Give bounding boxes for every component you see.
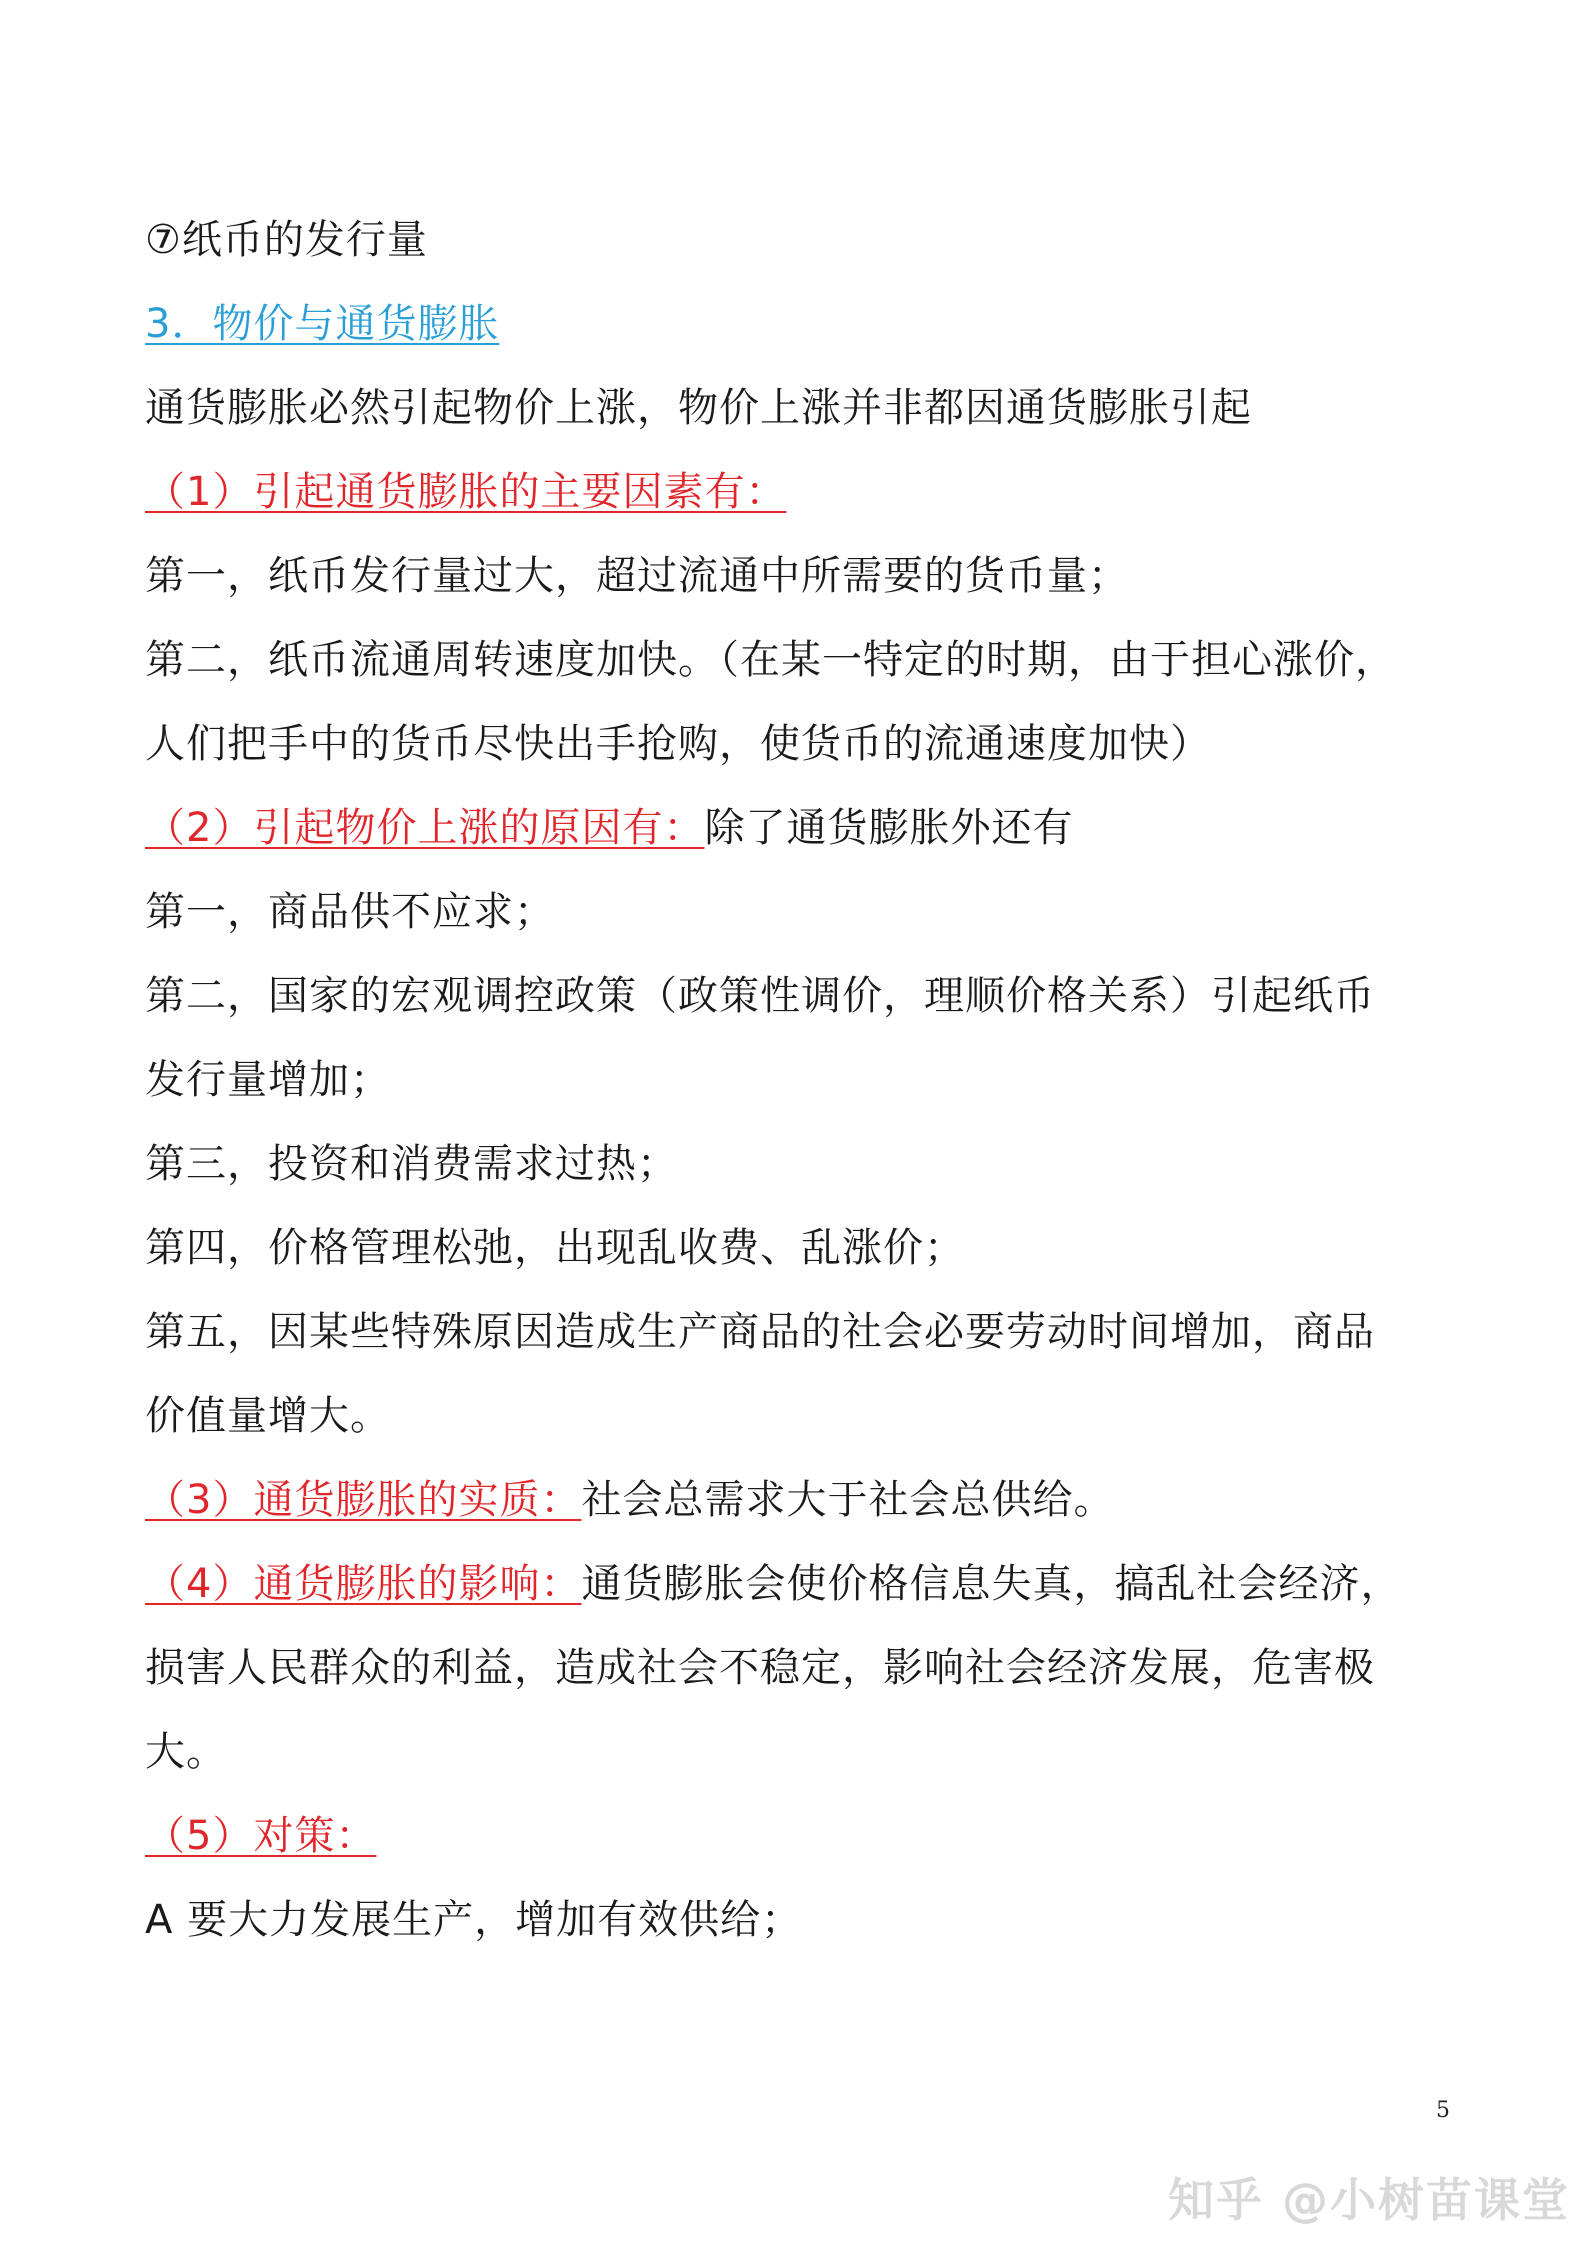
body-text: 人们把手中的货币尽快出手抢购，使货币的流通速度加快） <box>145 721 1211 767</box>
paragraph <box>145 1222 965 1274</box>
paragraph <box>145 1894 802 1946</box>
body-text: ⑦纸币的发行量 <box>145 217 428 263</box>
paragraph <box>145 1642 1375 1694</box>
body-text: 发行量增加； <box>145 1057 391 1103</box>
subheading <box>145 802 1073 854</box>
body-text: 第二，纸币流通周转速度加快。（在某一特定的时期，由于担心涨价， <box>145 637 1396 683</box>
body-text: A 要大力发展生产，增加有效供给； <box>145 1897 803 1943</box>
body-text: 通货膨胀会使价格信息失真，搞乱社会经济， <box>581 1561 1402 1607</box>
watermark: 知乎 @小树苗课堂 <box>1168 2173 1571 2227</box>
subheading-label: （5）对策： <box>145 1813 377 1859</box>
paragraph <box>145 718 1211 770</box>
body-text: 通货膨胀必然引起物价上涨，物价上涨并非都因通货膨胀引起 <box>145 385 1252 431</box>
subheading-label: （2）引起物价上涨的原因有： <box>145 805 705 851</box>
subheading-label: （3）通货膨胀的实质： <box>145 1477 582 1523</box>
body-text: 价值量增大。 <box>145 1393 391 1439</box>
paragraph <box>145 1726 227 1778</box>
subheading <box>145 1474 1114 1526</box>
paragraph <box>145 550 1129 602</box>
subheading <box>145 1558 1401 1610</box>
subheading <box>145 1810 376 1862</box>
body-text: 除了通货膨胀外还有 <box>704 805 1074 851</box>
section-title: 3．物价与通货膨胀 <box>145 301 500 347</box>
subheading-label: （4）通货膨胀的影响： <box>145 1561 582 1607</box>
body-text: 第一，纸币发行量过大，超过流通中所需要的货币量； <box>145 553 1129 599</box>
subheading-label: （1）引起通货膨胀的主要因素有： <box>145 469 787 515</box>
paragraph <box>145 970 1375 1022</box>
body-text: 损害人民群众的利益，造成社会不稳定，影响社会经济发展，危害极 <box>145 1645 1375 1691</box>
list-item <box>145 214 428 266</box>
body-text: 第五，因某些特殊原因造成生产商品的社会必要劳动时间增加，商品 <box>145 1309 1375 1355</box>
body-text: 大。 <box>145 1729 227 1775</box>
page-number: 5 <box>1436 2098 1450 2123</box>
subheading <box>145 466 786 518</box>
paragraph <box>145 1138 678 1190</box>
body-text: 社会总需求大于社会总供给。 <box>581 1477 1115 1523</box>
body-text: 第二，国家的宏观调控政策（政策性调价，理顺价格关系）引起纸币 <box>145 973 1375 1019</box>
paragraph <box>145 1390 391 1442</box>
paragraph <box>145 634 1396 686</box>
body-text: 第一，商品供不应求； <box>145 889 555 935</box>
body-text: 第三，投资和消费需求过热； <box>145 1141 678 1187</box>
paragraph <box>145 1306 1375 1358</box>
section-heading <box>145 298 499 350</box>
paragraph <box>145 886 555 938</box>
paragraph <box>145 382 1252 434</box>
body-text: 第四，价格管理松弛，出现乱收费、乱涨价； <box>145 1225 965 1271</box>
paragraph <box>145 1054 391 1106</box>
